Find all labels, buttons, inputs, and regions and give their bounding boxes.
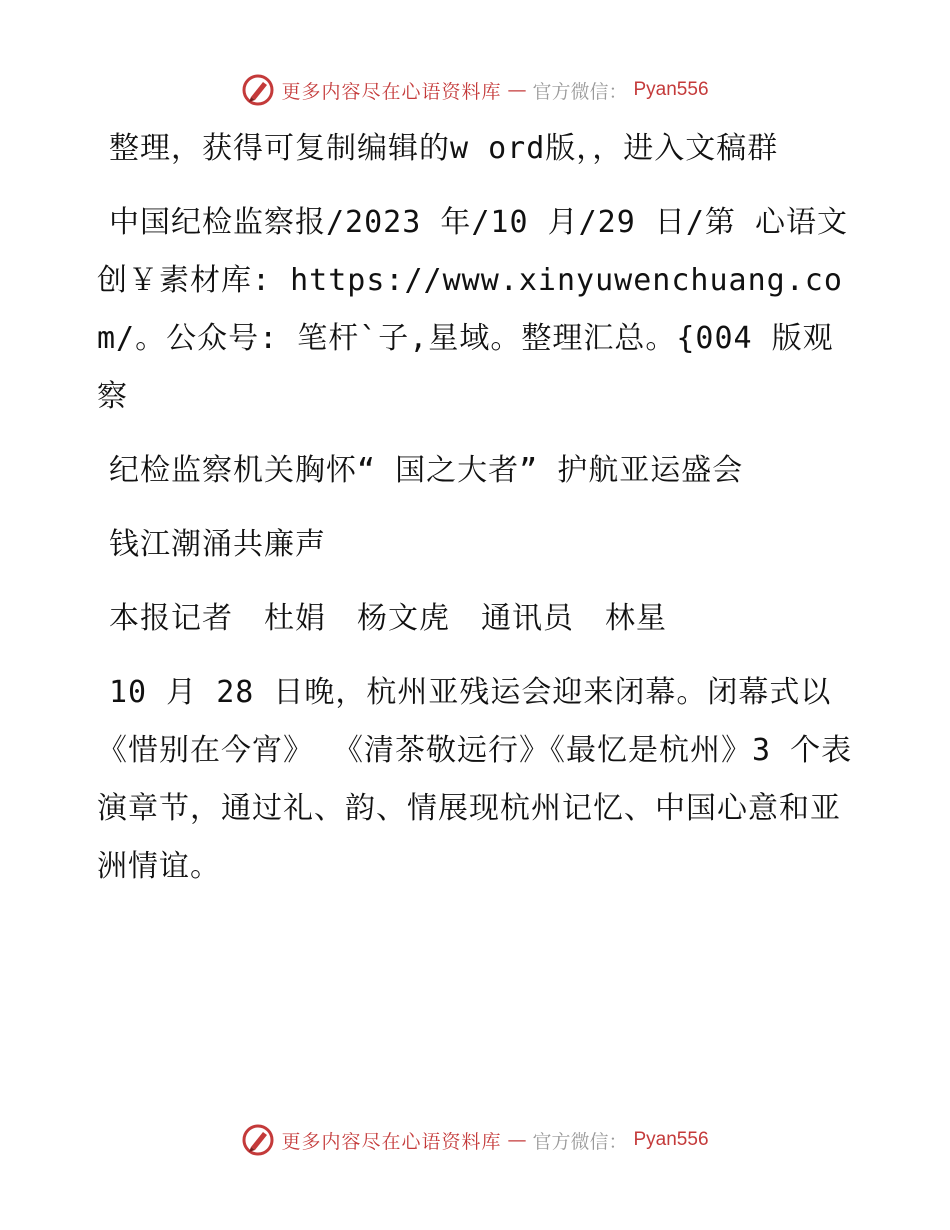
pen-logo-icon [241, 1123, 275, 1157]
intro-note: 整理，获得可复制编辑的w ord版，，进入文稿群 [109, 131, 779, 166]
watermark-contact-label: 官方微信： [532, 1130, 628, 1153]
watermark-text: 更多内容尽在心语资料库 [281, 80, 502, 103]
watermark-contact-id: Pyan556 [633, 1129, 709, 1150]
document-body [97, 120, 857, 912]
watermark-separator: — [507, 1129, 527, 1151]
watermark-text: 更多内容尽在心语资料库 [281, 1130, 502, 1153]
article-headline: 纪检监察机关胸怀“ 国之大者” 护航亚运盛会 [109, 453, 744, 488]
header-watermark [0, 70, 950, 110]
watermark-contact-id: Pyan556 [633, 79, 709, 100]
byline: 本报记者 杜娟 杨文虎 通讯员 林星 [109, 601, 667, 636]
footer-watermark [0, 1120, 950, 1160]
watermark-contact-label: 官方微信： [532, 80, 628, 103]
pen-logo-icon [241, 73, 275, 107]
source-line: 中国纪检监察报/2023 年/10 月/29 日/第 心语文创￥素材库: https://www.xinyuwenchuang.com/。公众号: 笔杆`子,星域。整理汇总。{004 版观察 [97, 205, 848, 414]
article-subheadline: 钱江潮涌共廉声 [109, 527, 326, 562]
body-paragraph: 10 月 28 日晚，杭州亚残运会迎来闭幕。闭幕式以《惜别在今宵》 《清茶敬远行》《最忆是杭州》3 个表演章节，通过礼、韵、情展现杭州记忆、中国心意和亚洲情谊。 [97, 675, 853, 884]
watermark-separator: — [507, 79, 527, 101]
